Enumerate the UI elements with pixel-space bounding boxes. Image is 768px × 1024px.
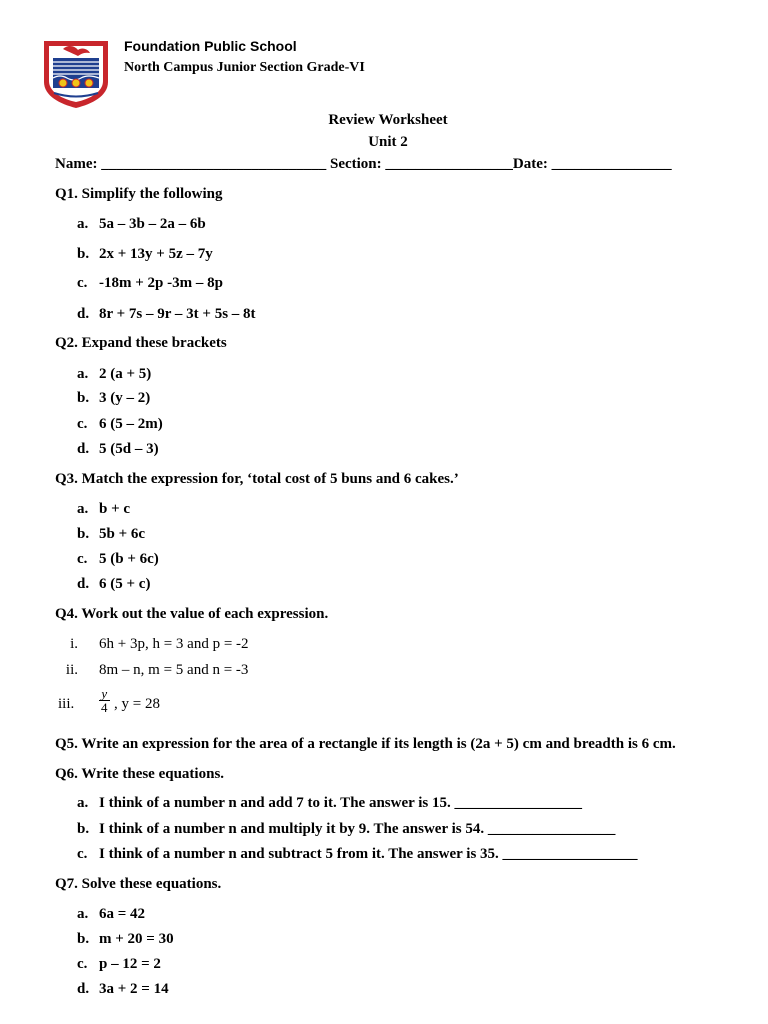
item-label: b. bbox=[77, 526, 90, 542]
item-text: p – 12 = 2 bbox=[99, 956, 161, 972]
item-label: a. bbox=[77, 795, 89, 811]
fraction-denominator: 4 bbox=[101, 700, 108, 715]
item-text: 8r + 7s – 9r – 3t + 5s – 8t bbox=[99, 306, 256, 322]
item-text: 6a = 42 bbox=[99, 906, 146, 922]
item-label: b. bbox=[77, 821, 90, 837]
q6-heading: Q6. Write these equations. bbox=[55, 766, 225, 782]
date-field[interactable]: ________________ bbox=[551, 156, 672, 172]
item-text: 5 (5d – 3) bbox=[99, 441, 159, 457]
item-text[interactable]: I think of a number n and subtract 5 from it. The answer is 35. __________________ bbox=[99, 846, 638, 862]
item-text: m + 20 = 30 bbox=[99, 931, 174, 947]
item-label: ii. bbox=[65, 662, 78, 678]
item-label: d. bbox=[77, 306, 90, 322]
item-text: 2x + 13y + 5z – 7y bbox=[99, 246, 213, 262]
fraction-numerator: y bbox=[101, 686, 108, 701]
item-text: 3a + 2 = 14 bbox=[99, 981, 169, 997]
item-label: a. bbox=[77, 216, 89, 232]
date-label: Date: bbox=[512, 156, 548, 172]
school-name: Foundation Public School bbox=[124, 38, 297, 54]
q7-heading: Q7. Solve these equations. bbox=[55, 876, 222, 892]
item-label: d. bbox=[77, 576, 90, 592]
item-text: 2 (a + 5) bbox=[99, 366, 152, 382]
item-text: b + c bbox=[99, 501, 131, 517]
item-label: b. bbox=[77, 931, 90, 947]
section-label: Section: bbox=[329, 156, 382, 172]
item-label: c. bbox=[77, 956, 88, 972]
item-label: c. bbox=[77, 416, 88, 432]
info-fields-row bbox=[55, 155, 672, 173]
name-label: Name: bbox=[55, 156, 98, 172]
name-field[interactable]: ______________________________ bbox=[101, 156, 327, 172]
item-text: 8m – n, m = 5 and n = -3 bbox=[99, 662, 249, 678]
item-label: d. bbox=[77, 441, 90, 457]
item-label: d. bbox=[77, 981, 90, 997]
item-text: 6h + 3p, h = 3 and p = -2 bbox=[99, 636, 249, 652]
item-label: a. bbox=[77, 501, 89, 517]
item-text: , y = 28 bbox=[114, 696, 160, 712]
q4-item-iii bbox=[0, 685, 300, 719]
item-text: 3 (y – 2) bbox=[99, 390, 151, 406]
item-text: 5 (b + 6c) bbox=[99, 551, 159, 567]
item-label: a. bbox=[77, 366, 89, 382]
q1-heading: Q1. Simplify the following bbox=[55, 186, 223, 202]
item-label: c. bbox=[77, 275, 88, 291]
item-text: 5b + 6c bbox=[99, 526, 146, 542]
fraction bbox=[99, 687, 110, 714]
q4-heading: Q4. Work out the value of each expression. bbox=[55, 606, 329, 622]
item-text: 5a – 3b – 2a – 6b bbox=[99, 216, 206, 232]
q5-heading: Q5. Write an expression for the area of a rectangle if its length is (2a + 5) cm and breadth is 6 cm. bbox=[55, 736, 676, 752]
item-label: iii. bbox=[58, 696, 75, 712]
item-text: 6 (5 + c) bbox=[99, 576, 151, 592]
q3-heading: Q3. Match the expression for, ‘total cost of 5 buns and 6 cakes.’ bbox=[55, 471, 459, 487]
unit-title: Unit 2 bbox=[368, 134, 408, 150]
item-text[interactable]: I think of a number n and multiply it by 9. The answer is 54. _________________ bbox=[99, 821, 616, 837]
school-logo bbox=[40, 38, 112, 110]
item-label: c. bbox=[77, 551, 88, 567]
school-crest-icon bbox=[40, 38, 112, 110]
section-field[interactable]: _________________ bbox=[385, 156, 513, 172]
item-label: b. bbox=[77, 390, 90, 406]
item-text: 6 (5 – 2m) bbox=[99, 416, 163, 432]
campus-line: North Campus Junior Section Grade-VI bbox=[124, 60, 365, 75]
item-label: a. bbox=[77, 906, 89, 922]
item-text[interactable]: I think of a number n and add 7 to it. The answer is 15. _________________ bbox=[99, 795, 583, 811]
worksheet-title: Review Worksheet bbox=[328, 112, 448, 128]
item-label: b. bbox=[77, 246, 90, 262]
item-label: c. bbox=[77, 846, 88, 862]
item-text: -18m + 2p -3m – 8p bbox=[99, 275, 223, 291]
item-label: i. bbox=[70, 636, 78, 652]
q2-heading: Q2. Expand these brackets bbox=[55, 335, 227, 351]
